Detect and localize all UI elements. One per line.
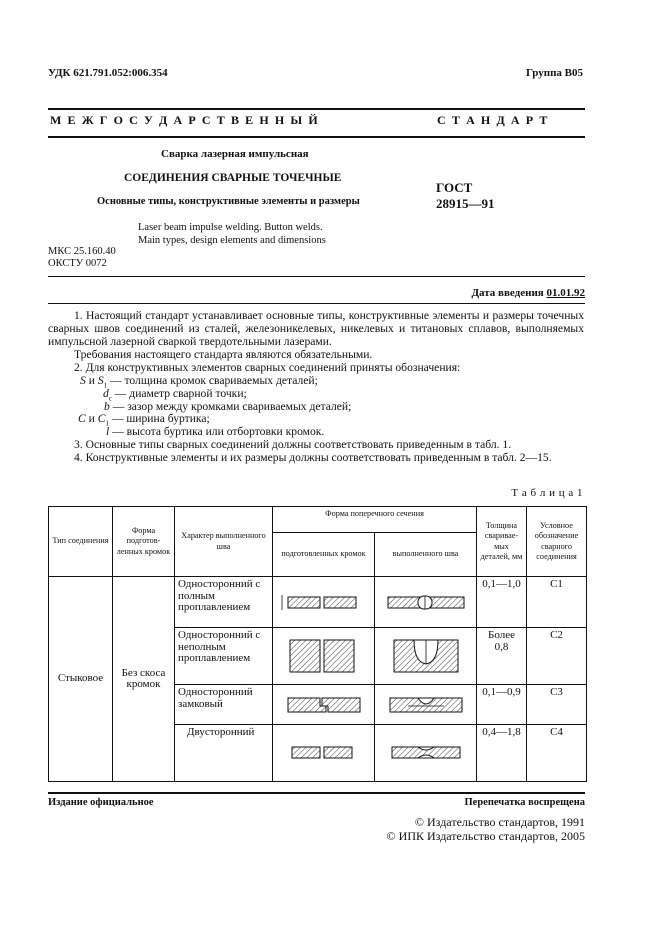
cell-prepared-drawing (273, 725, 375, 782)
date-rule (48, 303, 585, 304)
cell-character: Односторонний с неполным проплавлением (175, 628, 273, 685)
performed-weld-drawing-c2 (378, 636, 474, 676)
title-en1: Laser beam impulse welding. Button welds. (138, 222, 323, 233)
cell-code: С2 (527, 628, 587, 685)
cell-performed-drawing (375, 577, 477, 628)
title-line2: СОЕДИНЕНИЯ СВАРНЫЕ ТОЧЕЧНЫЕ (124, 172, 342, 184)
banner-rule (48, 136, 585, 138)
copyright-2005: © ИПК Издательство стандартов, 2005 (386, 829, 585, 843)
introduction-date (471, 287, 585, 299)
cell-code: С3 (527, 685, 587, 725)
header-cross-section: Форма поперечного сечения (273, 507, 477, 533)
cell-thickness: 0,1—1,0 (477, 577, 527, 628)
gost-label: ГОСТ (436, 180, 473, 195)
paragraph-1: 1. Настоящий стандарт устанавливает основные типы, конструктивные элементы и размеры точечных сварных швов соединений из сталей, железоникелевых, никелевых и титановых сплавов, выполняемых импульсной лазерной сваркой твердотельными лазерами. (48, 309, 584, 348)
prepared-edges-drawing-c2 (276, 636, 372, 676)
cell-thickness: Более 0,8 (477, 628, 527, 685)
header-edge-form: Форма подготов-ленных кромок (113, 507, 175, 577)
footer-rule (48, 792, 585, 794)
prepared-edges-drawing-c4 (276, 743, 372, 763)
cell-type: Стыковое (49, 577, 113, 782)
okstu-code: ОКСТУ 0072 (48, 258, 107, 269)
introduction-date-label: Дата введения (471, 287, 544, 299)
cell-performed-drawing (375, 725, 477, 782)
performed-weld-drawing-c4 (378, 743, 474, 763)
cell-code: С4 (527, 725, 587, 782)
cell-character: Односторонний с полным проплавлением (175, 577, 273, 628)
prepared-edges-drawing-c3 (276, 694, 372, 716)
top-rule (48, 108, 585, 110)
cell-edge-form: Без скоса кромок (113, 577, 175, 782)
cell-performed-drawing (375, 628, 477, 685)
performed-weld-drawing-c3 (378, 694, 474, 716)
introduction-date-value: 01.01.92 (546, 287, 585, 299)
gost-number: 28915—91 (436, 196, 495, 211)
cell-prepared-drawing (273, 577, 375, 628)
header-prepared-edges: подготовленных кромок (273, 533, 375, 577)
paragraph-3: 2. Для конструктивных элементов сварных соединений приняты обозначения: (74, 361, 461, 374)
udk-code: УДК 621.791.052:006.354 (48, 67, 168, 79)
performed-weld-drawing-c1 (378, 592, 474, 612)
cell-thickness: 0,4—1,8 (477, 725, 527, 782)
header-designation: Условное обозначение сварного соединения (527, 507, 587, 577)
cell-thickness: 0,1—0,9 (477, 685, 527, 725)
header-performed-weld: выполненного шва (375, 533, 477, 577)
header-type: Тип соединения (49, 507, 113, 577)
paragraph-4: 3. Основные типы сварных соединений должны соответствовать приведенным в табл. 1. (74, 438, 512, 451)
cell-performed-drawing (375, 685, 477, 725)
banner-standard: С Т А Н Д А Р Т (437, 113, 549, 127)
group-code: Группа В05 (525, 67, 583, 79)
designation-c: C и $C_1$ — ширина буртика; (78, 412, 210, 428)
designation-l: l — высота буртика или отбортовки кромок. (106, 425, 325, 438)
title-rule (48, 276, 585, 277)
paragraph-5: 4. Конструктивные элементы и их размеры должны соответствовать приведенным в табл. 2—15. (74, 451, 552, 464)
cell-code: С1 (527, 577, 587, 628)
reprint-prohibited: Перепечатка воспрещена (464, 797, 585, 808)
designation-s: S и $S_1$ — толщина кромок свариваемых деталей; (80, 374, 318, 390)
designation-b: b — зазор между кромками свариваемых деталей; (104, 400, 352, 413)
header-weld-character: Характер выполненного шва (175, 507, 273, 577)
banner-interstate: М Е Ж Г О С У Д А Р С Т В Е Н Н Ы Й (50, 113, 320, 127)
mks-code: МКС 25.160.40 (48, 246, 116, 257)
cell-prepared-drawing (273, 685, 375, 725)
table-1 (48, 506, 587, 782)
header-thickness: Толщина сваривае-мых деталей, мм (477, 507, 527, 577)
prepared-edges-drawing-c1 (276, 592, 372, 612)
title-en2: Main types, design elements and dimensions (138, 235, 326, 246)
table-caption: Т а б л и ц а 1 (511, 487, 583, 499)
cell-character: Односторонний замковый (175, 685, 273, 725)
official-edition: Издание официальное (48, 797, 154, 808)
cell-prepared-drawing (273, 628, 375, 685)
designation-d: $d_c$ — диаметр сварной точки; (103, 387, 247, 403)
paragraph-2: Требования настоящего стандарта являются обязательными. (74, 348, 373, 361)
cell-character: Двусторонний (175, 725, 273, 782)
table-row (49, 577, 587, 628)
copyright-1991: © Издательство стандартов, 1991 (414, 815, 585, 829)
title-line3: Основные типы, конструктивные элементы и размеры (97, 196, 360, 207)
title-line1: Сварка лазерная импульсная (161, 148, 309, 160)
